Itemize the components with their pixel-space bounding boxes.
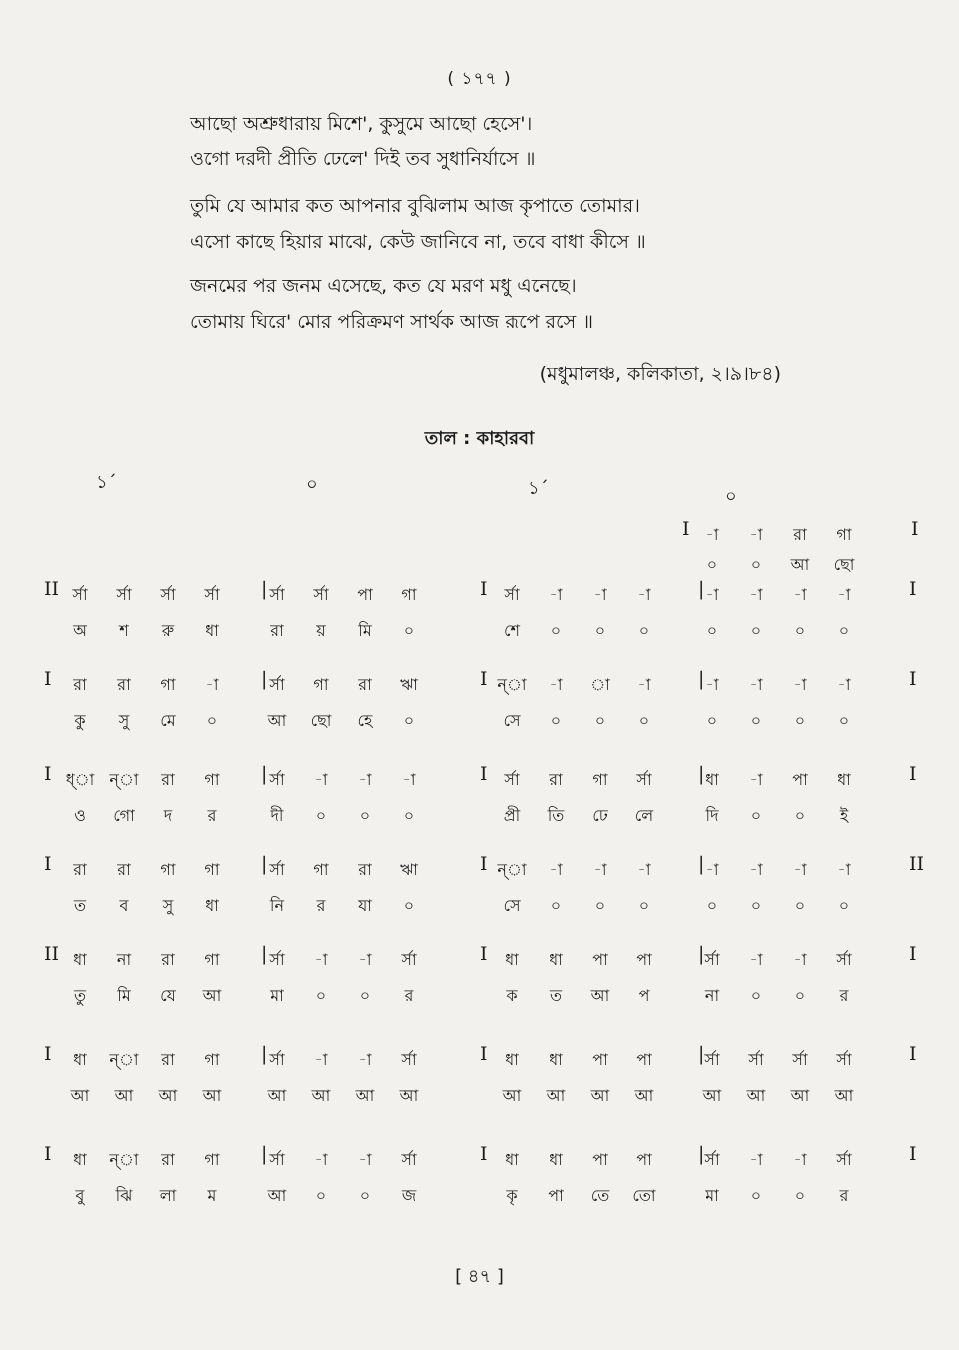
note: ধ্‌া xyxy=(65,770,95,789)
lyric-syllable: যা xyxy=(358,896,372,915)
note: -া xyxy=(837,675,851,694)
note: র্সা xyxy=(836,1150,852,1169)
note: -া xyxy=(705,585,719,604)
note: -া xyxy=(593,585,607,604)
beat-mark: ০ xyxy=(306,474,318,495)
poem-line-3: তুমি যে আমার কত আপনার বুঝিলাম আজ কৃপাতে তোমার। xyxy=(190,195,640,217)
note: -া xyxy=(314,1050,328,1069)
bar-line: I xyxy=(909,763,917,785)
note: -া xyxy=(358,950,372,969)
bar-line: I xyxy=(480,668,488,690)
note: গা xyxy=(204,860,220,879)
note: -া xyxy=(358,1050,372,1069)
lyric-syllable: আ xyxy=(746,1086,766,1105)
lyric-syllable: আ xyxy=(114,1086,134,1105)
bar-line: I xyxy=(682,518,690,540)
poem-line-4: এসো কাছে হিয়ার মাঝে, কেউ জানিবে না, তবে বাধা কীসে ॥ xyxy=(190,231,646,253)
lyric-syllable: তো xyxy=(632,1186,656,1205)
note: -া xyxy=(705,860,719,879)
lyric-syllable: ঢে xyxy=(592,806,608,825)
note: র্সা xyxy=(72,585,88,604)
note: রা xyxy=(117,675,131,694)
lyric-syllable: ০ xyxy=(594,896,606,915)
lyric-syllable: ০ xyxy=(594,621,606,640)
note: ধা xyxy=(73,950,87,969)
poem-line-1: আছো অশ্রুধারায় মিশে', কুসুমে আছো হেসে'। xyxy=(190,113,533,135)
lyric-syllable: যে xyxy=(160,986,176,1005)
lyric-syllable: নি xyxy=(269,896,285,915)
lyric-syllable: কু xyxy=(74,711,86,730)
lyric-syllable: জ xyxy=(401,1186,417,1205)
lyric-syllable: ক xyxy=(506,986,518,1005)
lyric-syllable: মি xyxy=(117,986,131,1005)
note: -া xyxy=(637,585,651,604)
note: -া xyxy=(749,770,763,789)
note: রা xyxy=(793,525,807,544)
lyric-syllable: র xyxy=(316,896,326,915)
lyric-syllable: ০ xyxy=(359,806,371,825)
lyric-syllable: ম xyxy=(207,1186,217,1205)
note: া xyxy=(590,675,610,694)
note: র্সা xyxy=(504,585,520,604)
lyric-syllable: র xyxy=(207,806,217,825)
note: ধা xyxy=(505,1050,519,1069)
lyric-syllable: য় xyxy=(316,621,326,640)
note: র্সা xyxy=(269,1150,285,1169)
lyric-syllable: তে xyxy=(590,1186,610,1205)
lyric-syllable: আ xyxy=(311,1086,331,1105)
note: ধা xyxy=(73,1050,87,1069)
bar-line: | xyxy=(698,1043,705,1065)
lyric-syllable: ০ xyxy=(794,711,806,730)
note: র্সা xyxy=(269,860,285,879)
beat-mark: ১´ xyxy=(96,472,117,493)
note: -া xyxy=(549,675,563,694)
note: গা xyxy=(204,950,220,969)
bar-line: | xyxy=(698,1143,705,1165)
note: গা xyxy=(313,675,329,694)
lyric-syllable: ০ xyxy=(750,1186,762,1205)
note: র্সা xyxy=(269,675,285,694)
note: র্সা xyxy=(269,1050,285,1069)
note: রা xyxy=(161,770,175,789)
note: -া xyxy=(749,860,763,879)
note: ন্‌া xyxy=(109,1050,139,1069)
lyric-syllable: ০ xyxy=(315,1186,327,1205)
note: গা xyxy=(401,585,417,604)
lyric-syllable: ই xyxy=(839,806,849,825)
note: রা xyxy=(117,860,131,879)
note: গা xyxy=(313,860,329,879)
lyric-syllable: ত xyxy=(549,986,562,1005)
lyric-syllable: দী xyxy=(270,806,284,825)
lyric-syllable: ০ xyxy=(550,896,562,915)
note: ধা xyxy=(549,950,563,969)
lyric-syllable: ০ xyxy=(838,896,850,915)
lyric-syllable: মে xyxy=(160,711,176,730)
note: ধা xyxy=(837,770,851,789)
bar-line: I xyxy=(911,518,919,540)
note: -া xyxy=(749,585,763,604)
note: র্সা xyxy=(704,1150,720,1169)
bar-line: | xyxy=(698,668,705,690)
note: -া xyxy=(358,1150,372,1169)
note: গা xyxy=(204,770,220,789)
note: -া xyxy=(637,675,651,694)
poem-line-6: তোমায় ঘিরে' মোর পরিক্রমণ সার্থক আজ রূপে রসে ॥ xyxy=(190,311,594,333)
note: -া xyxy=(549,860,563,879)
note: ধা xyxy=(549,1150,563,1169)
note: -া xyxy=(705,525,719,544)
note: র্সা xyxy=(116,585,132,604)
bar-line: I xyxy=(909,668,917,690)
note: র্সা xyxy=(792,1050,808,1069)
lyric-syllable: ০ xyxy=(706,896,718,915)
note: র্সা xyxy=(401,1150,417,1169)
note: র্সা xyxy=(313,585,329,604)
note: ন্‌া xyxy=(497,675,527,694)
lyric-syllable: আ xyxy=(202,1086,222,1105)
note: পা xyxy=(357,585,373,604)
lyric-syllable: প্রী xyxy=(503,806,521,825)
beat-mark: ০ xyxy=(725,486,737,507)
lyric-syllable: ০ xyxy=(794,621,806,640)
lyric-syllable: ঝি xyxy=(115,1186,133,1205)
lyric-syllable: আ xyxy=(267,1186,287,1205)
bar-line: II xyxy=(44,943,60,965)
lyric-syllable: ছো xyxy=(833,555,855,574)
lyric-syllable: সে xyxy=(503,896,521,915)
lyric-syllable: আ xyxy=(399,1086,419,1105)
note: পা xyxy=(636,1050,652,1069)
lyric-syllable: ০ xyxy=(206,711,218,730)
bar-line: I xyxy=(909,578,917,600)
note: র্সা xyxy=(704,1050,720,1069)
lyric-syllable: ০ xyxy=(750,621,762,640)
lyric-syllable: তি xyxy=(547,806,565,825)
lyric-syllable: ০ xyxy=(359,986,371,1005)
lyric-syllable: ০ xyxy=(706,555,718,574)
lyric-syllable: লা xyxy=(159,1186,177,1205)
lyric-syllable: ০ xyxy=(706,621,718,640)
lyric-syllable: ০ xyxy=(750,555,762,574)
bar-line: II xyxy=(44,578,60,600)
note: পা xyxy=(636,950,652,969)
note: ধা xyxy=(549,1050,563,1069)
lyric-syllable: দ xyxy=(163,806,173,825)
note: ধা xyxy=(505,950,519,969)
lyric-syllable: আ xyxy=(202,986,222,1005)
lyric-syllable: আ xyxy=(267,1086,287,1105)
lyric-syllable: শে xyxy=(504,621,520,640)
lyric-syllable: ০ xyxy=(750,806,762,825)
note: রা xyxy=(161,1050,175,1069)
note: -া xyxy=(402,770,416,789)
note: -া xyxy=(205,675,219,694)
note: র্সা xyxy=(504,770,520,789)
lyric-syllable: ০ xyxy=(838,711,850,730)
note: ধা xyxy=(73,1150,87,1169)
lyric-syllable: ০ xyxy=(794,896,806,915)
poem-line-2: ওগো দরদী প্রীতি ঢেলে' দিই তব সুধানির্যাসে ॥ xyxy=(190,148,536,170)
lyric-syllable: ০ xyxy=(794,1186,806,1205)
bar-line: | xyxy=(261,668,268,690)
lyric-syllable: আ xyxy=(546,1086,566,1105)
lyric-syllable: আ xyxy=(267,711,287,730)
note: -া xyxy=(749,525,763,544)
lyric-syllable: ০ xyxy=(794,806,806,825)
lyric-syllable: গো xyxy=(113,806,135,825)
note: র্সা xyxy=(836,1050,852,1069)
note: গা xyxy=(204,1150,220,1169)
lyric-syllable: ছো xyxy=(310,711,332,730)
page-number: [ ৪৭ ] xyxy=(455,1266,504,1287)
note: -া xyxy=(705,675,719,694)
lyric-syllable: আ xyxy=(590,986,610,1005)
bar-line: I xyxy=(44,763,52,785)
note: না xyxy=(116,950,132,969)
note: -া xyxy=(793,1150,807,1169)
note: রা xyxy=(161,950,175,969)
lyric-syllable: হে xyxy=(357,711,373,730)
note: ন্‌া xyxy=(109,770,139,789)
lyric-syllable: ০ xyxy=(594,711,606,730)
note: ধা xyxy=(705,770,719,789)
lyric-syllable: ০ xyxy=(359,1186,371,1205)
bar-line: | xyxy=(261,578,268,600)
bar-line: I xyxy=(480,763,488,785)
bar-line: I xyxy=(44,1043,52,1065)
note: র্সা xyxy=(269,585,285,604)
lyric-syllable: ০ xyxy=(315,986,327,1005)
lyric-syllable: ০ xyxy=(638,711,650,730)
note: র্সা xyxy=(401,1050,417,1069)
lyric-syllable: আ xyxy=(590,1086,610,1105)
bar-line: | xyxy=(698,853,705,875)
lyric-syllable: রা xyxy=(270,621,284,640)
page-reference: ( ১৭৭ ) xyxy=(447,69,512,89)
lyric-syllable: ধা xyxy=(205,621,219,640)
note: পা xyxy=(592,950,608,969)
lyric-syllable: কৃ xyxy=(506,1186,518,1205)
lyric-syllable: ০ xyxy=(750,711,762,730)
bar-line: I xyxy=(909,1043,917,1065)
lyric-syllable: প xyxy=(638,986,650,1005)
bar-line: I xyxy=(480,853,488,875)
lyric-syllable: ০ xyxy=(638,621,650,640)
bar-line: | xyxy=(261,853,268,875)
note: রা xyxy=(358,860,372,879)
lyric-syllable: অ xyxy=(73,621,87,640)
bar-line: I xyxy=(44,1143,52,1165)
tal-heading: তাল : কাহারবা xyxy=(424,428,535,449)
note: পা xyxy=(792,770,808,789)
note: রা xyxy=(358,675,372,694)
note: -া xyxy=(358,770,372,789)
lyric-syllable: না xyxy=(704,986,720,1005)
note: রা xyxy=(73,860,87,879)
lyric-syllable: ০ xyxy=(794,986,806,1005)
note: রা xyxy=(549,770,563,789)
lyric-syllable: র xyxy=(839,1186,849,1205)
bar-line: | xyxy=(261,1043,268,1065)
bar-line: I xyxy=(480,1043,488,1065)
note: গা xyxy=(592,770,608,789)
bar-line: | xyxy=(261,1143,268,1165)
note: গা xyxy=(160,675,176,694)
note: -া xyxy=(837,585,851,604)
bar-line: I xyxy=(909,943,917,965)
lyric-syllable: র xyxy=(839,986,849,1005)
lyric-syllable: মা xyxy=(270,986,284,1005)
beat-mark: ১´ xyxy=(528,478,549,499)
note: পা xyxy=(592,1050,608,1069)
lyric-syllable: আ xyxy=(70,1086,90,1105)
note: রা xyxy=(73,675,87,694)
note: ন্‌া xyxy=(109,1150,139,1169)
note: -া xyxy=(793,585,807,604)
bar-line: | xyxy=(698,578,705,600)
lyric-syllable: ০ xyxy=(403,711,415,730)
lyric-syllable: ধা xyxy=(205,896,219,915)
lyric-syllable: আ xyxy=(834,1086,854,1105)
bar-line: I xyxy=(909,1143,917,1165)
lyric-syllable: শ xyxy=(119,621,129,640)
lyric-syllable: ০ xyxy=(638,896,650,915)
lyric-syllable: আ xyxy=(790,1086,810,1105)
lyric-syllable: লে xyxy=(634,806,654,825)
lyric-syllable: ০ xyxy=(750,986,762,1005)
lyric-syllable: আ xyxy=(355,1086,375,1105)
note: ঋা xyxy=(400,860,418,879)
note: র্সা xyxy=(269,770,285,789)
lyric-syllable: ০ xyxy=(315,806,327,825)
lyric-syllable: আ xyxy=(634,1086,654,1105)
lyric-syllable: মা xyxy=(705,1186,719,1205)
note: -া xyxy=(793,675,807,694)
note: -া xyxy=(837,860,851,879)
lyric-syllable: ০ xyxy=(706,711,718,730)
note: র্সা xyxy=(160,585,176,604)
source-citation: (মধুমালঞ্চ, কলিকাতা, ২।৯।৮৪) xyxy=(539,363,781,385)
lyric-syllable: র xyxy=(404,986,414,1005)
lyric-syllable: সু xyxy=(162,896,174,915)
note: র্সা xyxy=(836,950,852,969)
lyric-syllable: ০ xyxy=(403,806,415,825)
lyric-syllable: আ xyxy=(702,1086,722,1105)
bar-line: I xyxy=(44,853,52,875)
note: -া xyxy=(749,950,763,969)
note: -া xyxy=(314,770,328,789)
bar-line: I xyxy=(480,943,488,965)
bar-line: | xyxy=(261,763,268,785)
lyric-syllable: আ xyxy=(158,1086,178,1105)
bar-line: I xyxy=(44,668,52,690)
note: র্সা xyxy=(748,1050,764,1069)
bar-line: | xyxy=(261,943,268,965)
lyric-syllable: মি xyxy=(358,621,372,640)
bar-line: | xyxy=(698,763,705,785)
lyric-syllable: ত xyxy=(73,896,86,915)
note: -া xyxy=(549,585,563,604)
lyric-syllable: বু xyxy=(75,1186,85,1205)
note: -া xyxy=(637,860,651,879)
note: পা xyxy=(636,1150,652,1169)
note: র্সা xyxy=(636,770,652,789)
lyric-syllable: পা xyxy=(548,1186,564,1205)
lyric-syllable: ০ xyxy=(550,711,562,730)
note: রা xyxy=(161,1150,175,1169)
lyric-syllable: ও xyxy=(74,806,86,825)
lyric-syllable: আ xyxy=(790,555,810,574)
lyric-syllable: ০ xyxy=(403,621,415,640)
note: গা xyxy=(160,860,176,879)
note: -া xyxy=(314,1150,328,1169)
note: গা xyxy=(836,525,852,544)
note: -া xyxy=(793,950,807,969)
note: -া xyxy=(314,950,328,969)
note: -া xyxy=(793,860,807,879)
note: -া xyxy=(593,860,607,879)
bar-line: I xyxy=(480,1143,488,1165)
note: ধা xyxy=(505,1150,519,1169)
poem-line-5: জনমের পর জনম এসেছে, কত যে মরণ মধু এনেছে। xyxy=(190,275,577,297)
note: র্সা xyxy=(204,585,220,604)
lyric-syllable: ০ xyxy=(838,621,850,640)
note: -া xyxy=(749,675,763,694)
lyric-syllable: ০ xyxy=(550,621,562,640)
lyric-syllable: ব xyxy=(119,896,129,915)
note: পা xyxy=(592,1150,608,1169)
note: -া xyxy=(749,1150,763,1169)
note: ন্‌া xyxy=(497,860,527,879)
bar-line: I xyxy=(480,578,488,600)
lyric-syllable: আ xyxy=(502,1086,522,1105)
lyric-syllable: রু xyxy=(161,621,175,640)
bar-line: | xyxy=(698,943,705,965)
lyric-syllable: সু xyxy=(118,711,130,730)
lyric-syllable: ০ xyxy=(750,896,762,915)
note: ঋা xyxy=(400,675,418,694)
note: গা xyxy=(204,1050,220,1069)
note: র্সা xyxy=(269,950,285,969)
lyric-syllable: সে xyxy=(503,711,521,730)
note: র্সা xyxy=(401,950,417,969)
note: র্সা xyxy=(704,950,720,969)
lyric-syllable: তু xyxy=(73,986,86,1005)
bar-line: II xyxy=(909,853,925,875)
lyric-syllable: ০ xyxy=(403,896,415,915)
lyric-syllable: দি xyxy=(705,806,719,825)
